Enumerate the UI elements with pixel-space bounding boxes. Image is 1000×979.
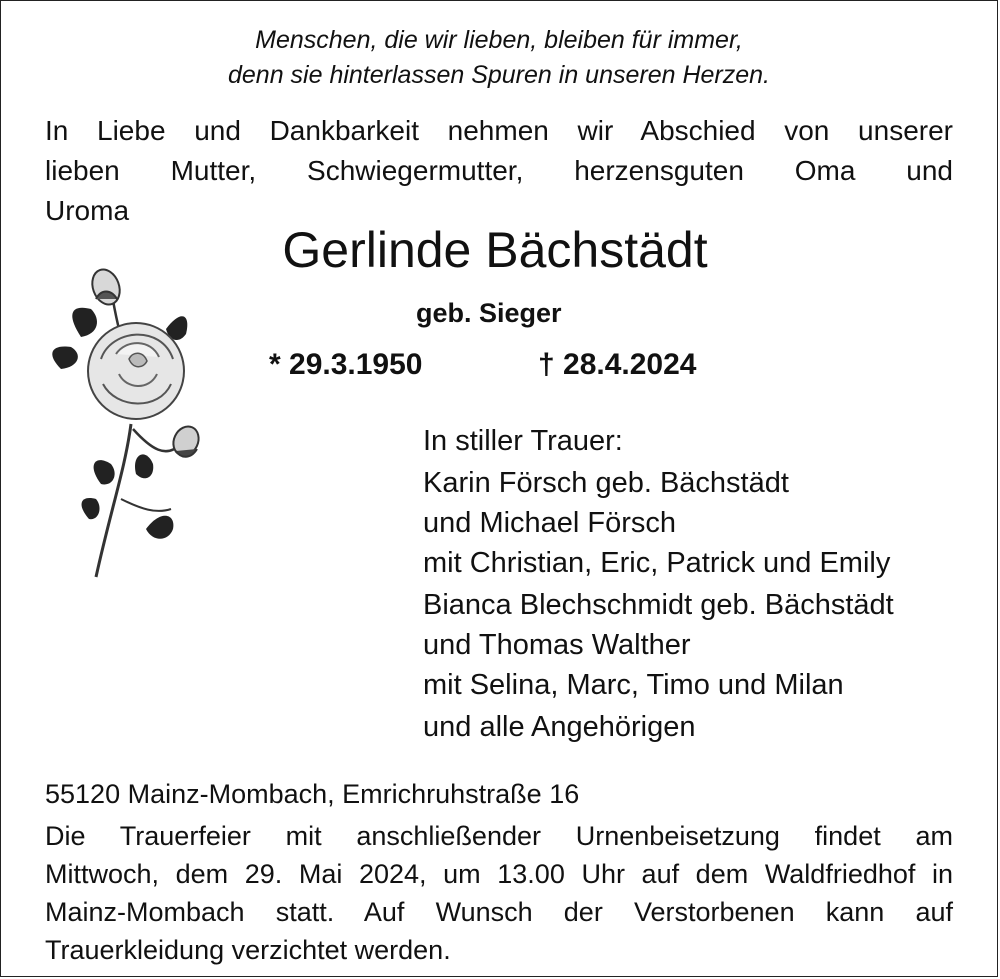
death-date: † 28.4.2024: [538, 348, 697, 381]
rose-icon: [41, 259, 216, 584]
deceased-name: Gerlinde Bächstädt: [282, 222, 708, 278]
mourner-line: und Michael Försch: [423, 507, 677, 539]
mourners-list: [423, 421, 894, 747]
birth-date: * 29.3.1950: [269, 348, 423, 381]
ceremony-text: [45, 817, 953, 969]
motto-line: denn sie hinterlassen Spuren in unseren Herzen.: [227, 61, 770, 89]
mourner-line: mit Selina, Marc, Timo und Milan: [423, 669, 844, 701]
mourner-line: und Thomas Walther: [423, 629, 691, 661]
intro-text: [45, 111, 953, 231]
address: 55120 Mainz-Mombach, Emrichruhstraße 16: [45, 779, 580, 809]
mourner-line: mit Christian, Eric, Patrick und Emily: [423, 547, 891, 579]
mourner-line: Bianca Blechschmidt geb. Bächstädt: [423, 589, 894, 621]
ceremony-line: Die Trauerfeier mit anschließender Urnenbeisetzung findet am: [45, 821, 953, 851]
intro-line: In Liebe und Dankbarkeit nehmen wir Abschied von unserer: [45, 115, 953, 146]
ceremony-line: Mainz-Mombach statt. Auf Wunsch der Verstorbenen kann auf: [45, 897, 953, 927]
mourner-line: und alle Angehörigen: [423, 711, 696, 743]
ceremony-line: Mittwoch, dem 29. Mai 2024, um 13.00 Uhr auf dem Waldfriedhof in: [45, 859, 953, 889]
motto-line: Menschen, die wir lieben, bleiben für immer,: [255, 26, 743, 54]
maiden-name: geb. Sieger: [416, 298, 562, 328]
intro-line: lieben Mutter, Schwiegermutter, herzensguten Oma und: [45, 155, 953, 186]
mourner-line: Karin Försch geb. Bächstädt: [423, 467, 789, 499]
mourners-heading: In stiller Trauer:: [423, 425, 623, 457]
ceremony-line: Trauerkleidung verzichtet werden.: [45, 935, 451, 965]
intro-line: Uroma: [45, 195, 130, 226]
motto: [1, 23, 997, 93]
